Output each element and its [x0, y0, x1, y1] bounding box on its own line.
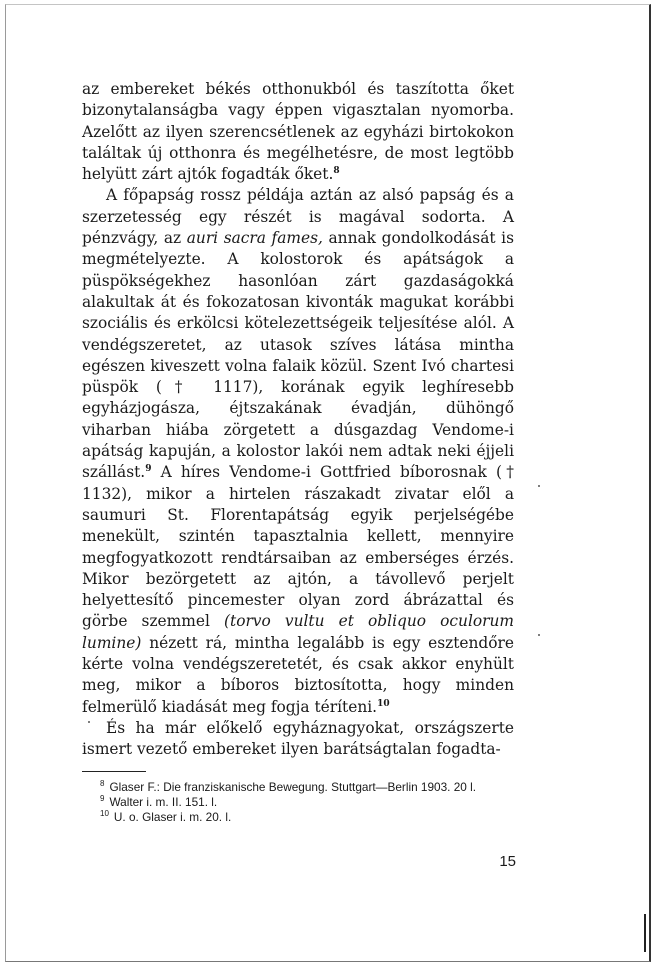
footnote-ref-10: 10	[377, 698, 390, 709]
scan-speck	[538, 485, 540, 487]
paragraph-2-text-a: A főpapság rossz példája aztán az alsó papság és a szerzetesség egy részét is magával sodorta. A pénzvágy, az	[82, 186, 514, 248]
footnote-mark: 9	[100, 794, 105, 804]
paragraph-3	[82, 718, 514, 761]
footnote-ref-8: 8	[333, 166, 340, 177]
footnote-divider	[82, 771, 146, 772]
footnote-text: Glaser F.: Die franziskanische Bewegung. Stuttgart—Berlin 1903. 20 l.	[109, 780, 476, 794]
paragraph-1	[82, 79, 514, 185]
page-number: 15	[499, 853, 516, 870]
footnote-ref-9: 9	[145, 464, 152, 475]
paragraph-2-text-c: A híres Vendome-i Gottfried bíborosnak († 1132), mikor a hirtelen rászakadt zivatar elől a saumuri St. Florentapátság egyik perjelségébe menekült, szintén tapasztalnia kellett, mennyire megfogyatkozott rendtársaiban az emberséges érzés. Mikor bezörgetett az ajtón, a távollevő perjelt helyettesítő pincemester olyan zord ábrázattal és görbe szemmel	[82, 463, 514, 631]
paragraph-3-text: És ha már előkelő egyháznagyokat, országszerte ismert vezető embereket ilyen barátságtalan fogadta-	[82, 718, 514, 759]
scan-speck	[538, 634, 540, 636]
latin-phrase-auri: auri sacra fames,	[186, 229, 323, 248]
paragraph-2-text-d: nézett rá, mintha legalább is egy esztendőre kérte volna vendégszeretetét, és csak akkor enyhült meg, mikor a bíboros biztosította, hogy minden felmerülő kiadását meg fogja téríteni.	[82, 633, 514, 716]
footnote-9	[82, 795, 514, 810]
paragraph-2-text-b: annak gondolkodását is megmételyezte. A kolostorok és apátságok a püspökségekhez hasonlóan zárt gazdaságokká alakultak át és fokozatosan kivonták magukat korábbi szociális és erkölcsi kötelezettségeik teljesítése alól. A vendégszeretet, az utasok szíves látása mintha egészen kiveszett volna falaik közül. Szent Ivó chartesi püspök († 1117), korának egyik leghíresebb egyházjogásza, éjtszakának évadján, dühöngő viharban hiába zörgetett a dúsgazdag Vendome-i apátság kapuján, a kolostor lakói nem adtak neki éjjeli szállást.	[82, 229, 514, 482]
paragraph-2	[82, 185, 514, 717]
footnote-8	[82, 780, 514, 795]
latin-phrase-torvo: (torvo vultu et obliquo oculorum lumine)	[82, 612, 514, 652]
footnote-text: Walter i. m. II. 151. l.	[109, 795, 218, 809]
page-edge-mark	[636, 914, 646, 952]
footnotes	[82, 780, 514, 825]
footnote-10	[82, 810, 514, 825]
footnote-mark: 10	[100, 809, 109, 819]
body-text	[82, 79, 514, 761]
footnote-mark: 8	[100, 779, 105, 789]
footnote-text: U. o. Glaser i. m. 20. l.	[113, 810, 232, 824]
scan-speck	[88, 721, 90, 723]
paragraph-1-text: az embereket békés otthonukból és taszította őket bizonytalanságba vagy éppen vigasztalan nyomorba. Azelőtt az ilyen szerencsétlenek az egyházi birtokokon találtak új otthonra és megélhetésre, de most legtöbb helyütt zárt ajtók fogadták őket.	[82, 80, 514, 184]
